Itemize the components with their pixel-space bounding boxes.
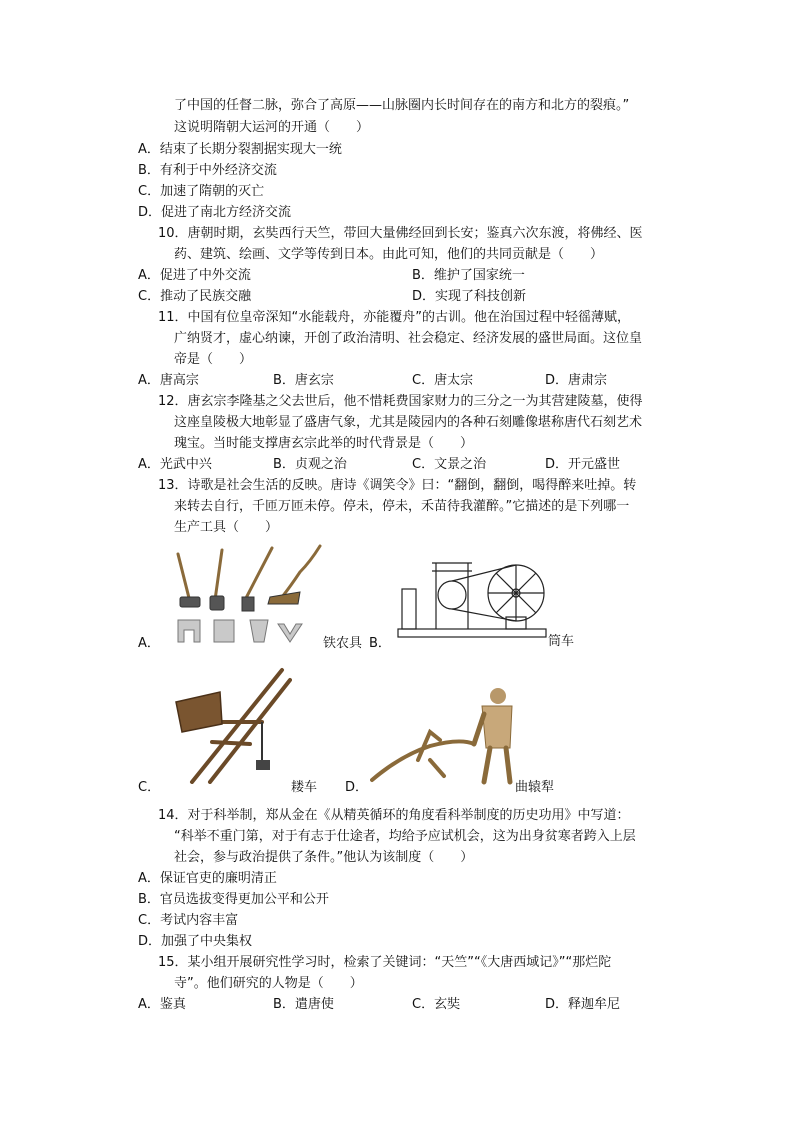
curved-shaft-plough-image[interactable] — [370, 686, 516, 786]
q15-option-c[interactable]: C．玄奘 — [412, 997, 461, 1012]
q11-stem-line-3: 帝是（ ） — [174, 352, 253, 367]
q13-option-b-letter[interactable]: B． — [369, 636, 391, 651]
q11-stem-line-2: 广纳贤才，虚心纳谏，开创了政治清明、社会稳定、经济发展的盛世局面。这位皇 — [174, 331, 643, 346]
q13-option-a-letter[interactable]: A． — [138, 636, 160, 651]
q12-option-a[interactable]: A．光武中兴 — [138, 457, 212, 472]
q9-option-b[interactable]: B．有利于中外经济交流 — [138, 163, 277, 178]
water-wheel-image[interactable] — [396, 555, 548, 645]
q11-option-a[interactable]: A．唐高宗 — [138, 373, 199, 388]
q10-stem-line-1: 10．唐朝时期，玄奘西行天竺，带回大量佛经回到长安；鉴真六次东渡，将佛经、医 — [158, 226, 643, 241]
q14-option-b[interactable]: B．官员选拔变得更加公平和公开 — [138, 892, 329, 907]
q14-stem-line-1: 14．对于科举制，郑从金在《从精英循环的角度看科举制度的历史功用》中写道： — [158, 808, 630, 823]
q13-option-b-caption: 筒车 — [548, 634, 575, 649]
q15-option-a[interactable]: A．鉴真 — [138, 997, 186, 1012]
q10-option-b[interactable]: B．维护了国家统一 — [412, 268, 525, 283]
q13-stem-line-1: 13．诗歌是社会生活的反映。唐诗《调笑令》曰：“翻倒，翻倒，喝得醉来吐掉。转 — [158, 478, 637, 493]
iron-farm-tools-image[interactable] — [160, 542, 324, 647]
q10-stem-line-2: 药、建筑、绘画、文学等传到日本。由此可知，他们的共同贡献是（ ） — [174, 247, 604, 262]
q14-stem-line-3: 社会，参与政治提供了条件。”他认为该制度（ ） — [174, 850, 474, 865]
q12-option-d[interactable]: D．开元盛世 — [545, 457, 621, 472]
q14-stem-line-2: “科举不重门第，对于有志于仕途者，均给予应试机会，这为出身贫寒者跨入上层 — [174, 829, 636, 844]
q14-option-d[interactable]: D．加强了中央集权 — [138, 934, 253, 949]
q12-stem-line-1: 12．唐玄宗李隆基之父去世后，他不惜耗费国家财力的三分之一为其营建陵墓，使得 — [158, 394, 643, 409]
q13-option-c-caption: 耧车 — [291, 780, 318, 795]
q13-stem-line-3: 生产工具（ ） — [174, 520, 279, 535]
q11-option-c[interactable]: C．唐太宗 — [412, 373, 474, 388]
q15-option-d[interactable]: D．释迦牟尼 — [545, 997, 621, 1012]
q14-option-c[interactable]: C．考试内容丰富 — [138, 913, 239, 928]
q15-option-b[interactable]: B．遣唐使 — [273, 997, 334, 1012]
q13-option-d-letter[interactable]: D． — [345, 780, 369, 795]
q12-option-c[interactable]: C．文景之治 — [412, 457, 487, 472]
q10-option-c[interactable]: C．推动了民族交融 — [138, 289, 252, 304]
seed-drill-image[interactable] — [162, 662, 292, 784]
q10-option-d[interactable]: D．实现了科技创新 — [412, 289, 527, 304]
q15-stem-line-1: 15．某小组开展研究性学习时，检索了关键词：“天竺”“《大唐西域记》”“那烂陀 — [158, 955, 612, 970]
q14-option-a[interactable]: A．保证官吏的廉明清正 — [138, 871, 277, 886]
q9-stem-line-1: 了中国的任督二脉，弥合了高原——山脉圈内长时间存在的南方和北方的裂痕。” — [174, 98, 630, 113]
q11-option-d[interactable]: D．唐肃宗 — [545, 373, 608, 388]
q10-option-a[interactable]: A．促进了中外交流 — [138, 268, 251, 283]
q13-stem-line-2: 来转去自行，千匝万匝未停。停未，停未，禾苗待我灌醉。”它描述的是下列哪一 — [174, 499, 630, 514]
q11-stem-line-1: 11．中国有位皇帝深知“水能载舟，亦能覆舟”的古训。他在治国过程中轻徭薄赋， — [158, 310, 631, 325]
q9-option-c[interactable]: C．加速了隋朝的灭亡 — [138, 184, 265, 199]
q9-option-a[interactable]: A．结束了长期分裂割据实现大一统 — [138, 142, 342, 157]
q13-option-d-caption: 曲辕犁 — [515, 780, 555, 795]
q13-option-c-letter[interactable]: C． — [138, 780, 161, 795]
q12-option-b[interactable]: B．贞观之治 — [273, 457, 347, 472]
q9-option-d[interactable]: D．促进了南北方经济交流 — [138, 205, 292, 220]
q11-option-b[interactable]: B．唐玄宗 — [273, 373, 334, 388]
q12-stem-line-2: 这座皇陵极大地彰显了盛唐气象，尤其是陵园内的各种石刻雕像堪称唐代石刻艺术 — [174, 415, 643, 430]
q13-option-a-caption: 铁农具 — [323, 636, 363, 651]
q15-stem-line-2: 寺”。他们研究的人物是（ ） — [174, 976, 363, 991]
q9-stem-line-2: 这说明隋朝大运河的开通（ ） — [174, 120, 370, 135]
q12-stem-line-3: 瑰宝。当时能支撑唐玄宗此举的时代背景是（ ） — [174, 436, 474, 451]
